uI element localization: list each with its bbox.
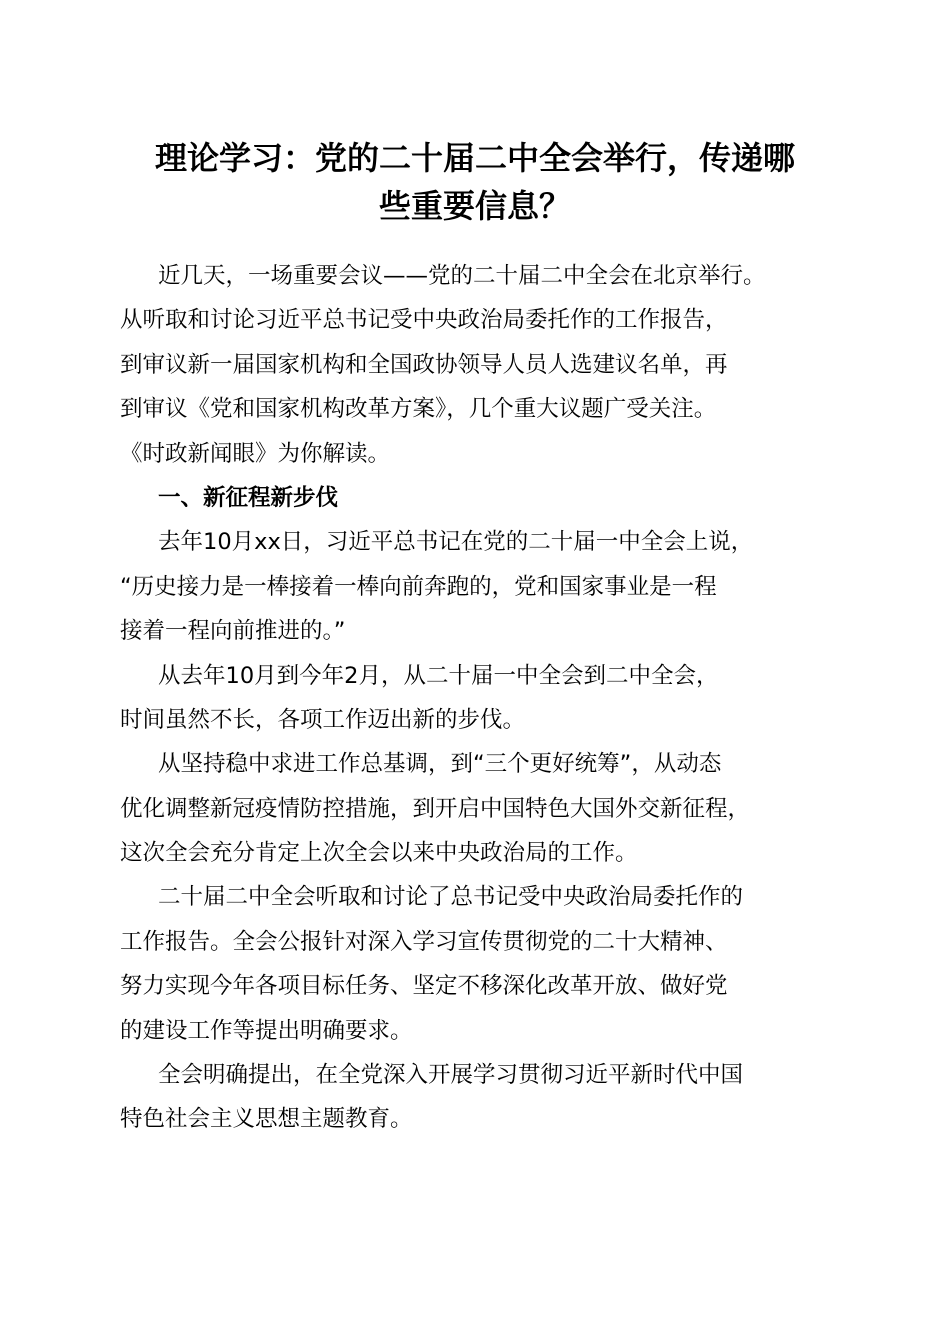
paragraph-line: 工作报告。全会公报针对深入学习宣传贯彻党的二十大精神、	[120, 928, 728, 955]
paragraph-line: 努力实现今年各项目标任务、坚定不移深化改革开放、做好党	[120, 973, 728, 1000]
paragraph	[120, 520, 860, 653]
paragraph	[120, 875, 860, 1053]
paragraph	[120, 742, 860, 875]
section-heading-text: 一、新征程新步伐	[158, 484, 339, 511]
paragraph-line: 优化调整新冠疫情防控措施，到开启中国特色大国外交新征程，	[120, 795, 751, 822]
document-body	[120, 254, 860, 1142]
paragraph-line: 到审议新一届国家机构和全国政协领导人员人选建议名单，再	[120, 351, 728, 378]
paragraph-line: 到审议《党和国家机构改革方案》，几个重大议题广受关注。	[120, 396, 717, 423]
paragraph-line: 二十届二中全会听取和讨论了总书记受中央政治局委托作的	[158, 884, 744, 911]
paragraph-line: 《时政新闻眼》为你解读。	[120, 440, 391, 467]
paragraph	[120, 654, 860, 743]
paragraph-line: 接着一程向前推进的。”	[120, 618, 346, 645]
paragraph-line: “历史接力是一棒接着一棒向前奔跑的，党和国家事业是一程	[120, 573, 717, 600]
paragraph-line: 这次全会充分肯定上次全会以来中央政治局的工作。	[120, 840, 638, 867]
paragraph-line: 从去年10月到今年2月，从二十届一中全会到二中全会，	[158, 662, 719, 689]
paragraph-line: 去年10月xx日，习近平总书记在党的二十届一中全会上说，	[158, 529, 754, 556]
title-line-1: 理论学习：党的二十届二中全会举行，传递哪	[154, 139, 795, 177]
paragraph-line: 的建设工作等提出明确要求。	[120, 1017, 413, 1044]
paragraph-line: 时间虽然不长，各项工作迈出新的步伐。	[120, 706, 526, 733]
paragraph	[120, 254, 860, 476]
document-title	[110, 134, 840, 230]
paragraph-line: 特色社会主义思想主题教育。	[120, 1106, 413, 1133]
paragraph-line: 全会明确提出，在全党深入开展学习贯彻习近平新时代中国	[158, 1062, 744, 1089]
section-heading	[120, 476, 860, 520]
paragraph-line: 从听取和讨论习近平总书记受中央政治局委托作的工作报告，	[120, 307, 728, 334]
title-line-2: 些重要信息？	[378, 187, 571, 225]
paragraph	[120, 1053, 860, 1142]
paragraph-line: 近几天，一场重要会议——党的二十届二中全会在北京举行。	[158, 263, 766, 289]
paragraph-line: 从坚持稳中求进工作总基调，到“三个更好统筹”，从动态	[158, 751, 722, 778]
